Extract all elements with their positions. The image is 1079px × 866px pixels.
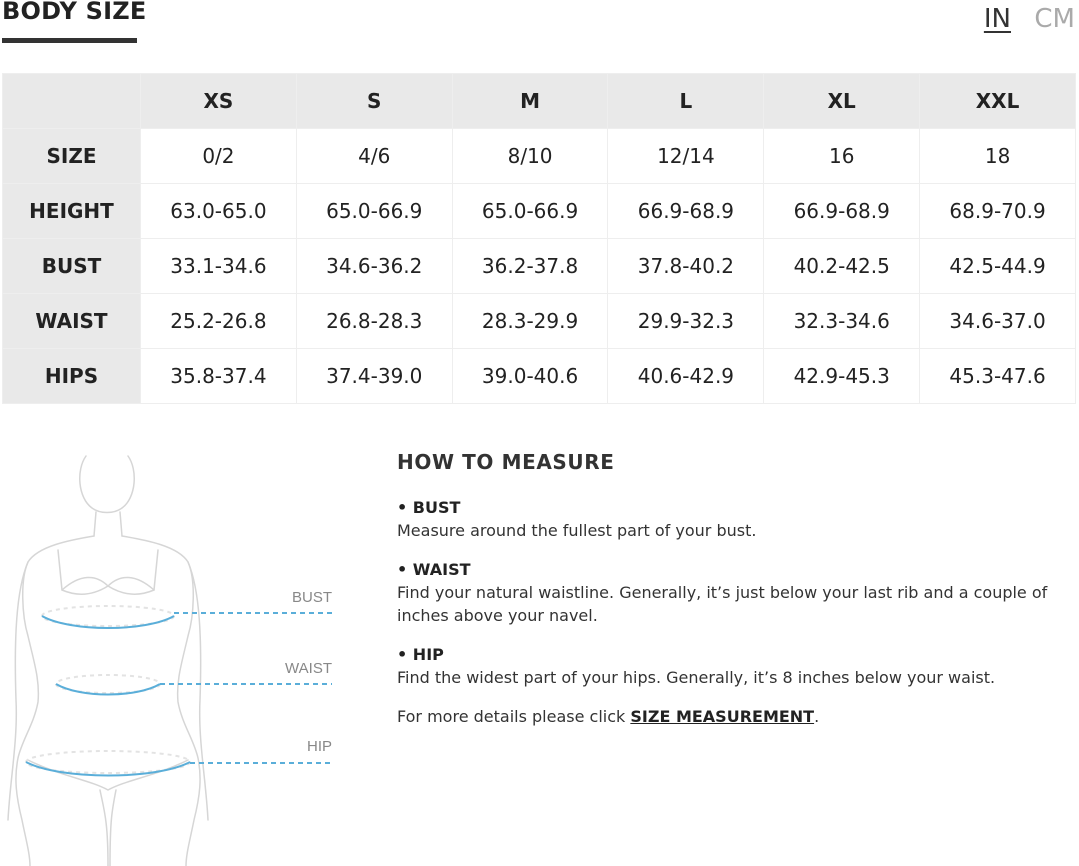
row-label: BUST bbox=[3, 239, 141, 294]
table-row bbox=[3, 294, 1076, 349]
row-label: WAIST bbox=[3, 294, 141, 349]
hip-label: HIP bbox=[306, 738, 332, 755]
table-cell: 34.6-36.2 bbox=[296, 239, 452, 294]
table-cell: 8/10 bbox=[452, 129, 608, 184]
table-cell: 37.4-39.0 bbox=[296, 349, 452, 404]
figure-head bbox=[80, 456, 135, 513]
measure-description: Find the widest part of your hips. Generally, it’s 8 inches below your waist. bbox=[397, 668, 996, 687]
row-label: HIPS bbox=[3, 349, 141, 404]
table-cell: 66.9-68.9 bbox=[764, 184, 920, 239]
size-table bbox=[2, 73, 1076, 404]
measure-heading: • BUST bbox=[397, 498, 461, 517]
table-header-row bbox=[3, 74, 1076, 129]
table-cell: 29.9-32.3 bbox=[608, 294, 764, 349]
figure-torso-left bbox=[16, 536, 94, 866]
figure-arm-left bbox=[8, 562, 28, 820]
table-cell: 12/14 bbox=[608, 129, 764, 184]
table-row bbox=[3, 184, 1076, 239]
figure-legs bbox=[100, 790, 116, 866]
table-cell: 37.8-40.2 bbox=[608, 239, 764, 294]
how-to-measure-title: HOW TO MEASURE bbox=[397, 450, 615, 474]
hip-band bbox=[26, 751, 332, 776]
column-header: L bbox=[608, 74, 764, 129]
table-cell: 32.3-34.6 bbox=[764, 294, 920, 349]
column-header: XL bbox=[764, 74, 920, 129]
measure-item-waist bbox=[397, 560, 1067, 627]
table-cell: 25.2-26.8 bbox=[141, 294, 297, 349]
column-header: S bbox=[296, 74, 452, 129]
column-header: XS bbox=[141, 74, 297, 129]
figure-bra bbox=[58, 550, 158, 594]
how-to-measure-section bbox=[397, 450, 1067, 726]
more-details-suffix: . bbox=[814, 707, 820, 726]
table-cell: 66.9-68.9 bbox=[608, 184, 764, 239]
column-header: XXL bbox=[920, 74, 1076, 129]
table-cell: 4/6 bbox=[296, 129, 452, 184]
bust-band bbox=[42, 606, 332, 628]
table-cell: 40.6-42.9 bbox=[608, 349, 764, 404]
table-row bbox=[3, 129, 1076, 184]
figure-neck bbox=[94, 512, 122, 536]
table-cell: 26.8-28.3 bbox=[296, 294, 452, 349]
more-details-text bbox=[397, 707, 1067, 726]
table-cell: 65.0-66.9 bbox=[296, 184, 452, 239]
table-cell: 42.5-44.9 bbox=[920, 239, 1076, 294]
table-cell: 34.6-37.0 bbox=[920, 294, 1076, 349]
measure-heading: • HIP bbox=[397, 645, 444, 664]
figure-arm-right bbox=[188, 562, 208, 820]
waist-label: WAIST bbox=[285, 660, 332, 677]
table-cell: 40.2-42.5 bbox=[764, 239, 920, 294]
table-cell: 0/2 bbox=[141, 129, 297, 184]
table-cell: 42.9-45.3 bbox=[764, 349, 920, 404]
table-row bbox=[3, 239, 1076, 294]
measure-heading: • WAIST bbox=[397, 560, 471, 579]
measure-item-bust bbox=[397, 498, 1067, 542]
waist-band bbox=[56, 675, 332, 695]
table-cell: 35.8-37.4 bbox=[141, 349, 297, 404]
page-title: BODY SIZE bbox=[2, 0, 147, 25]
table-cell: 18 bbox=[920, 129, 1076, 184]
unit-cm-button[interactable]: CM bbox=[1034, 4, 1075, 34]
table-cell: 65.0-66.9 bbox=[452, 184, 608, 239]
table-cell: 28.3-29.9 bbox=[452, 294, 608, 349]
row-label: SIZE bbox=[3, 129, 141, 184]
more-details-prefix: For more details please click bbox=[397, 707, 631, 726]
size-measurement-link[interactable]: SIZE MEASUREMENT bbox=[630, 707, 815, 726]
table-row bbox=[3, 349, 1076, 404]
bust-label: BUST bbox=[291, 589, 332, 606]
table-cell: 33.1-34.6 bbox=[141, 239, 297, 294]
body-measurement-figure bbox=[0, 440, 360, 866]
title-underline bbox=[2, 38, 137, 43]
column-header: M bbox=[452, 74, 608, 129]
table-corner-cell bbox=[3, 74, 141, 129]
table-cell: 45.3-47.6 bbox=[920, 349, 1076, 404]
measure-description: Measure around the fullest part of your bust. bbox=[397, 521, 757, 540]
table-cell: 39.0-40.6 bbox=[452, 349, 608, 404]
measure-item-hip bbox=[397, 645, 1067, 689]
unit-in-button[interactable]: IN bbox=[983, 4, 1011, 34]
table-cell: 16 bbox=[764, 129, 920, 184]
table-cell: 68.9-70.9 bbox=[920, 184, 1076, 239]
table-cell: 63.0-65.0 bbox=[141, 184, 297, 239]
measure-description: Find your natural waistline. Generally, it’s just below your last rib and a couple of inches above your navel. bbox=[397, 583, 1048, 625]
row-label: HEIGHT bbox=[3, 184, 141, 239]
figure-torso-right bbox=[122, 536, 200, 866]
table-cell: 36.2-37.8 bbox=[452, 239, 608, 294]
